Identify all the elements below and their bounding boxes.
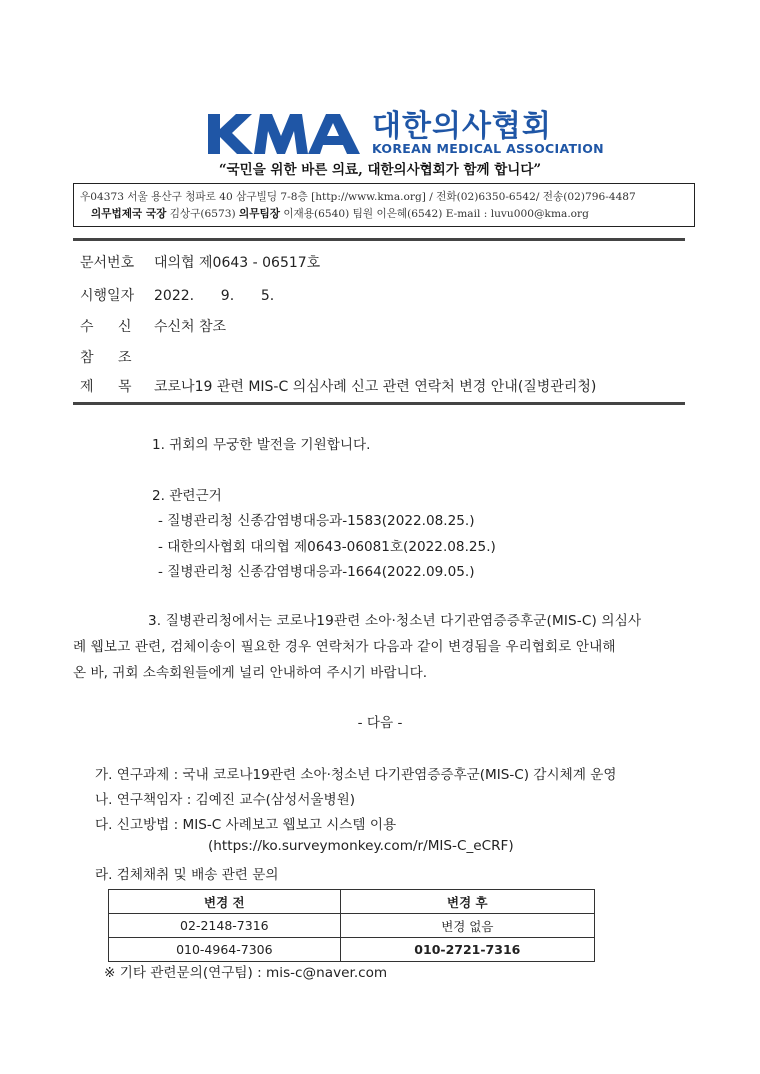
doc-number-row: [80, 252, 320, 272]
table-row: [109, 938, 595, 962]
recipient-label-2: 신: [118, 319, 132, 335]
table-cell: 변경 없음: [340, 914, 594, 938]
doc-number: 대의협 제0643 - 06517호: [154, 255, 321, 271]
dept-person: 김상구(6573): [169, 208, 236, 220]
reference-label-1: 참: [80, 350, 94, 366]
header-after: 변경 후: [340, 890, 594, 914]
recipient-value: 수신처 참조: [154, 319, 227, 335]
footnote: ※ 기타 관련문의(연구팀) : mis-c@naver.com: [104, 965, 388, 981]
table-cell: 010-4964-7306: [109, 938, 341, 962]
recipient-label-1: 수: [80, 319, 94, 335]
top-divider: [73, 238, 685, 241]
reference-row: [80, 347, 154, 367]
table-header-row: [109, 890, 595, 914]
item-3-line-1: 3. 질병관리청에서는 코로나19관련 소아·청소년 다기관염증증후군(MIS-C) 의심사: [148, 613, 642, 629]
item-3-line-2: 례 웹보고 관련, 검체이송이 필요한 경우 연락처가 다음과 같이 변경됨을 우리협회로 안내해: [73, 639, 616, 655]
contact-change-table: [108, 889, 595, 962]
detail-item: 가. 연구과제 : 국내 코로나19관련 소아·청소년 다기관염증증후군(MIS-C) 감시체계 운영: [95, 767, 617, 783]
contact-line: [91, 206, 701, 221]
org-name-english: KOREAN MEDICAL ASSOCIATION: [372, 141, 604, 156]
reference-label-2: 조: [118, 350, 132, 366]
team-person: 이재용(6540) 팀원 이은혜(6542) E-mail : luvu000@kma.org: [283, 208, 589, 220]
slogan: “국민을 위한 바른 의료, 대한의사협회가 함께 합니다”: [218, 162, 542, 178]
address-line: 우04373 서울 용산구 청파로 40 삼구빌딩 7-8층 [http://www.kma.org] / 전화(02)6350-6542/ 전송(02)796-4487: [80, 191, 636, 203]
header-before: 변경 전: [109, 890, 341, 914]
detail-item: 다. 신고방법 : MIS-C 사례보고 웹보고 시스템 이용: [95, 817, 397, 833]
reference-item: - 질병관리청 신종감염병대응과-1664(2022.09.05.): [158, 564, 475, 580]
table-row: [109, 914, 595, 938]
date-value: 2022. 9. 5.: [154, 288, 275, 304]
table-cell: 010-2721-7316: [340, 938, 594, 962]
table-cell: 02-2148-7316: [109, 914, 341, 938]
bottom-divider: [73, 402, 685, 405]
subject-label-2: 목: [118, 379, 132, 395]
subject-row: [80, 376, 596, 396]
team-label: 의무팀장: [239, 208, 280, 220]
kma-logo: [208, 114, 368, 154]
subject-label-1: 제: [80, 379, 94, 395]
next-heading: - 다음 -: [357, 715, 403, 731]
item-3-line-3: 온 바, 귀회 소속회원들에게 널리 안내하여 주시기 바랍니다.: [73, 665, 428, 681]
reference-item: - 대한의사협회 대의협 제0643-06081호(2022.08.25.): [158, 539, 496, 555]
detail-item: 나. 연구책임자 : 김예진 교수(삼성서울병원): [95, 792, 356, 808]
subject-value: 코로나19 관련 MIS-C 의심사례 신고 관련 연락처 변경 안내(질병관리청): [154, 379, 597, 395]
date-row: [80, 285, 274, 305]
reference-item: - 질병관리청 신종감염병대응과-1583(2022.08.25.): [158, 513, 475, 529]
doc-number-label: 문서번호: [80, 255, 135, 271]
item-2-title: 2. 관련근거: [152, 488, 222, 504]
date-label: 시행일자: [80, 288, 135, 304]
item-1: 1. 귀회의 무궁한 발전을 기원합니다.: [152, 437, 371, 453]
detail-url: (https://ko.surveymonkey.com/r/MIS-C_eCRF): [208, 838, 514, 854]
org-name-korean: 대한의사협회: [372, 109, 552, 144]
recipient-row: [80, 316, 226, 336]
detail-item: 라. 검체채취 및 배송 관련 문의: [95, 867, 279, 883]
dept-label: 의무법제국 국장: [91, 208, 167, 220]
